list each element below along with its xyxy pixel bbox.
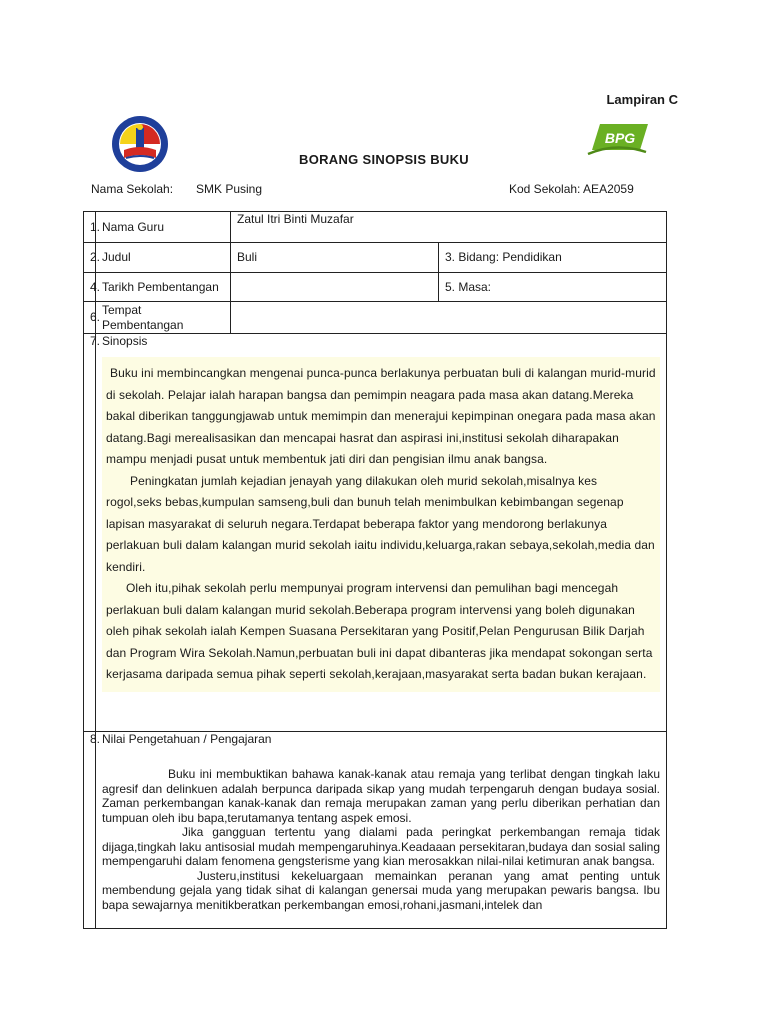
knowledge-value-label: Nilai Pengetahuan / Pengajaran — [102, 732, 272, 746]
row-presentation-place — [84, 302, 667, 334]
time-label: 5. Masa: — [439, 273, 667, 302]
knowledge-paragraph: Justeru,institusi kekeluargaan memainkan peranan yang amat penting untuk membendung gejala yang tidak sihat di kalangan genersai muda yang merupakan pewaris bangsa. Ibu bapa sewajarnya menitikberatkan perkembangan emosi,rohani,jasmani,intelek dan — [102, 868, 660, 912]
synopsis-label: Sinopsis — [102, 334, 148, 348]
row-knowledge-value — [84, 732, 667, 929]
row-number: 7. — [84, 334, 96, 732]
field-label: 3. Bidang: Pendidikan — [439, 243, 667, 273]
synopsis-paragraph: Peningkatan jumlah kejadian jenayah yang dilakukan oleh murid sekolah,misalnya kes rogol,seks bebas,kumpulan samseng,buli dan bunuh telah menimbulkan kebimbangan segenap lapisan masyarakat di seluruh negara.Terdapat beberapa faktor yang mendorong berlakunya perlakuan buli dalam kalangan murid sekolah iaitu individu,keluarga,rakan sebaya,sekolah,media dan kendiri. — [106, 473, 655, 574]
row-title — [84, 243, 667, 273]
title-value: Buli — [231, 243, 439, 273]
title-label: Judul — [96, 243, 231, 273]
row-number: 1. — [84, 212, 96, 243]
row-number: 2. — [84, 243, 96, 273]
appendix-label: Lampiran C — [606, 92, 678, 107]
bpg-logo-text: BPG — [604, 130, 636, 146]
row-number: 4. — [84, 273, 96, 302]
synopsis-cell — [96, 334, 667, 732]
document-title: BORANG SINOPSIS BUKU — [299, 152, 469, 167]
presentation-date-label: Tarikh Pembentangan — [96, 273, 231, 302]
synopsis-paragraph: Buku ini membincangkan mengenai punca-punca berlakunya perbuatan buli di kalangan murid-murid di sekolah. Pelajar ialah harapan bangsa dan pemimpin neagara pada masa akan datang.Mereka bakal diberikan tanggungjawab untuk memimpin dan menerajui kepimpinan onegara pada masa akan datang.Bagi merealisasikan dan mencapai hasrat dan aspirasi ini,institusi sekolah diharapakan mampu menjadi pusat untuk membentuk jati diri dan pengisian ilmu anak bangsa. — [106, 366, 656, 466]
presentation-place-label: Tempat Pembentangan — [96, 302, 231, 334]
row-presentation-date — [84, 273, 667, 302]
row-teacher-name — [84, 212, 667, 243]
synopsis-paragraph: Oleh itu,pihak sekolah perlu mempunyai program intervensi dan pemulihan bagi mencegah perlakuan buli dalam kalangan murid sekolah.Beberapa program intervensi yang boleh digunakan oleh pihak sekolah ialah Kempen Suasana Persekitaran yang Positif,Pelan Pengurusan Bilik Darjah dan Program Wira Sekolah.Namun,perbuatan buli ini dapat dibanteras jika mendapat sokongan serta kerjasama daripada semua pihak seperti sekolah,kerajaan,masyarakat serta badan bukan kerajaan. — [106, 581, 653, 681]
teacher-name-value: Zatul Itri Binti Muzafar — [231, 212, 667, 243]
row-number: 8. — [84, 732, 96, 929]
school-name-value: SMK Pusing — [196, 182, 263, 196]
knowledge-value-cell — [96, 732, 667, 929]
synopsis-form-table — [83, 211, 667, 929]
row-number: 6. — [84, 302, 96, 334]
school-name-label: Nama Sekolah: — [91, 182, 174, 196]
knowledge-value-text — [102, 767, 660, 912]
school-code: Kod Sekolah: AEA2059 — [509, 182, 634, 196]
row-synopsis — [84, 334, 667, 732]
knowledge-paragraph: Jika gangguan tertentu yang dialami pada peringkat perkembangan remaja tidak dijaga,tingkah laku antisosial mudah mempengaruhinya.Keadaaan persekitaran,budaya dan sosial saling mempengaruhi dalam fenomena gengsterisme yang kian merosakkan nilai-nilai ketimuran anak bangsa. — [102, 825, 660, 868]
knowledge-paragraph: Buku ini membuktikan bahawa kanak-kanak atau remaja yang terlibat dengan tingkah laku agresif dan delinkuen adalah berpunca daripada sikap yang mudah terpengaruh dengan budaya sosial. Zaman perkembangan kanak-kanak dan remaja merupakan zaman yang perlu diberikan perhatian dan tumpuan oleh ibu bapa,terutamanya tentang aspek emosi. — [102, 767, 660, 825]
presentation-place-value — [231, 302, 667, 334]
synopsis-text-box — [102, 357, 660, 692]
presentation-date-value — [231, 273, 439, 302]
teacher-name-label: Nama Guru — [96, 212, 231, 243]
